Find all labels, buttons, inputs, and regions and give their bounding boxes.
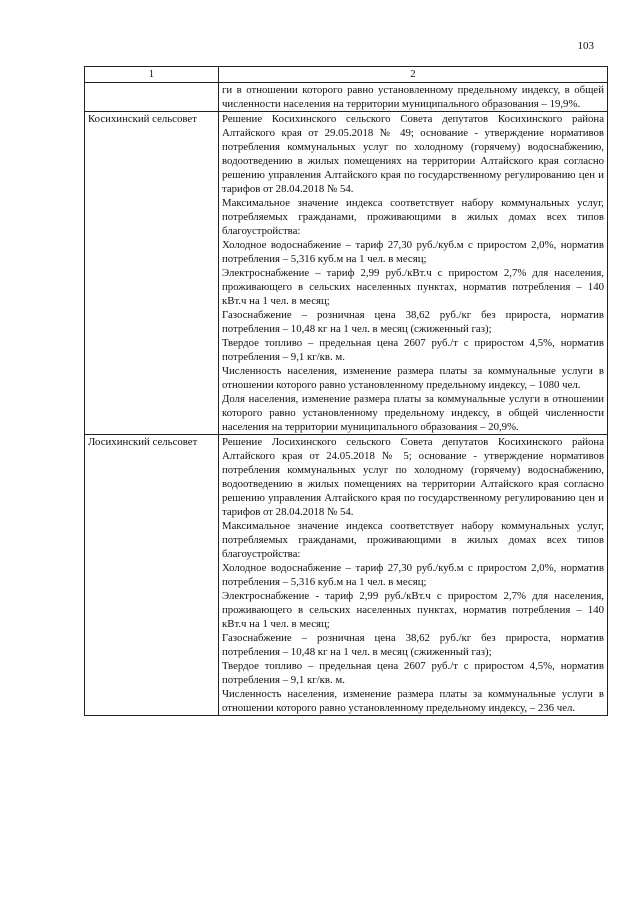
paragraph: Холодное водоснабжение – тариф 27,30 руб./куб.м с приростом 2,0%, норматив потребления – 5,316 куб.м на 1 чел. в месяц; [222, 562, 604, 588]
paragraph: Численность населения, изменение размера платы за коммунальные услуги в отношении которого равно установленному предельному индексу, – 1080 чел. [222, 365, 604, 391]
table-row-kosikhinsky [85, 112, 608, 435]
column-header-1: 1 [85, 67, 219, 83]
column-header-2: 2 [219, 67, 608, 83]
paragraph: Максимальное значение индекса соответствует набору коммунальных услуг, потребляемых гражданами, проживающими в жилых домах всех типов благоустройства: [222, 197, 604, 237]
paragraph: Максимальное значение индекса соответствует набору коммунальных услуг, потребляемых гражданами, проживающими в жилых домах всех типов благоустройства: [222, 520, 604, 560]
tariff-table [84, 66, 608, 716]
description-cell [219, 83, 608, 112]
paragraph: Газоснабжение – розничная цена 38,62 руб./кг без прироста, норматив потребления – 10,48 кг на 1 чел. в месяц (сжиженный газ); [222, 309, 604, 335]
paragraph: Доля населения, изменение размера платы за коммунальные услуги в отношении которого равно установленному предельному индексу, в общей численности населения на территории муниципального образования – 20,9%. [222, 393, 604, 433]
table-row-continuation [85, 83, 608, 112]
description-cell [219, 435, 608, 716]
paragraph: Численность населения, изменение размера платы за коммунальные услуги в отношении которого равно установленному предельному индексу, – 236 чел. [222, 688, 604, 714]
municipality-cell: Лосихинский сельсовет [85, 435, 219, 716]
paragraph: ги в отношении которого равно установленному предельному индексу, в общей численности населения на территории муниципального образования – 19,9%. [222, 84, 604, 110]
page-number: 103 [577, 40, 594, 52]
paragraph: Решение Лосихинского сельского Совета депутатов Косихинского района Алтайского края от 24.05.2018 № 5; основание - утверждение нормативов потребления коммунальных услуг по холодному (горячему) водоснабжению, водоотведению в жилых помещениях на территории Алтайского края согласно решению управления Алтайского края по государственному регулированию цен и тарифов от 28.04.2018 № 54. [222, 436, 604, 518]
paragraph: Электроснабжение – тариф 2,99 руб./кВт.ч с приростом 2,7% для населения, проживающего в сельских населенных пунктах, норматив потребления – 140 кВт.ч на 1 чел. в месяц; [222, 267, 604, 307]
municipality-cell: Косихинский сельсовет [85, 112, 219, 435]
table-header-row [85, 67, 608, 83]
paragraph: Электроснабжение - тариф 2,99 руб./кВт.ч с приростом 2,7% для населения, проживающего в сельских населенных пунктах, норматив потребления – 140 кВт.ч на 1 чел. в месяц; [222, 590, 604, 630]
paragraph: Твердое топливо – предельная цена 2607 руб./т с приростом 4,5%, норматив потребления – 9,1 кг/кв. м. [222, 660, 604, 686]
paragraph: Решение Косихинского сельского Совета депутатов Косихинского района Алтайского края от 29.05.2018 № 49; основание - утверждение нормативов потребления коммунальных услуг по холодному (горячему) водоснабжению, водоотведению в жилых помещениях на территории Алтайского края согласно решению управления Алтайского края по государственному регулированию цен и тарифов от 28.04.2018 № 54. [222, 113, 604, 195]
paragraph: Газоснабжение – розничная цена 38,62 руб./кг без прироста, норматив потребления – 10,48 кг на 1 чел. в месяц (сжиженный газ); [222, 632, 604, 658]
municipality-cell [85, 83, 219, 112]
description-cell [219, 112, 608, 435]
table-row-losikhinsky [85, 435, 608, 716]
paragraph: Твердое топливо – предельная цена 2607 руб./т с приростом 4,5%, норматив потребления – 9,1 кг/кв. м. [222, 337, 604, 363]
paragraph: Холодное водоснабжение – тариф 27,30 руб./куб.м с приростом 2,0%, норматив потребления – 5,316 куб.м на 1 чел. в месяц; [222, 239, 604, 265]
